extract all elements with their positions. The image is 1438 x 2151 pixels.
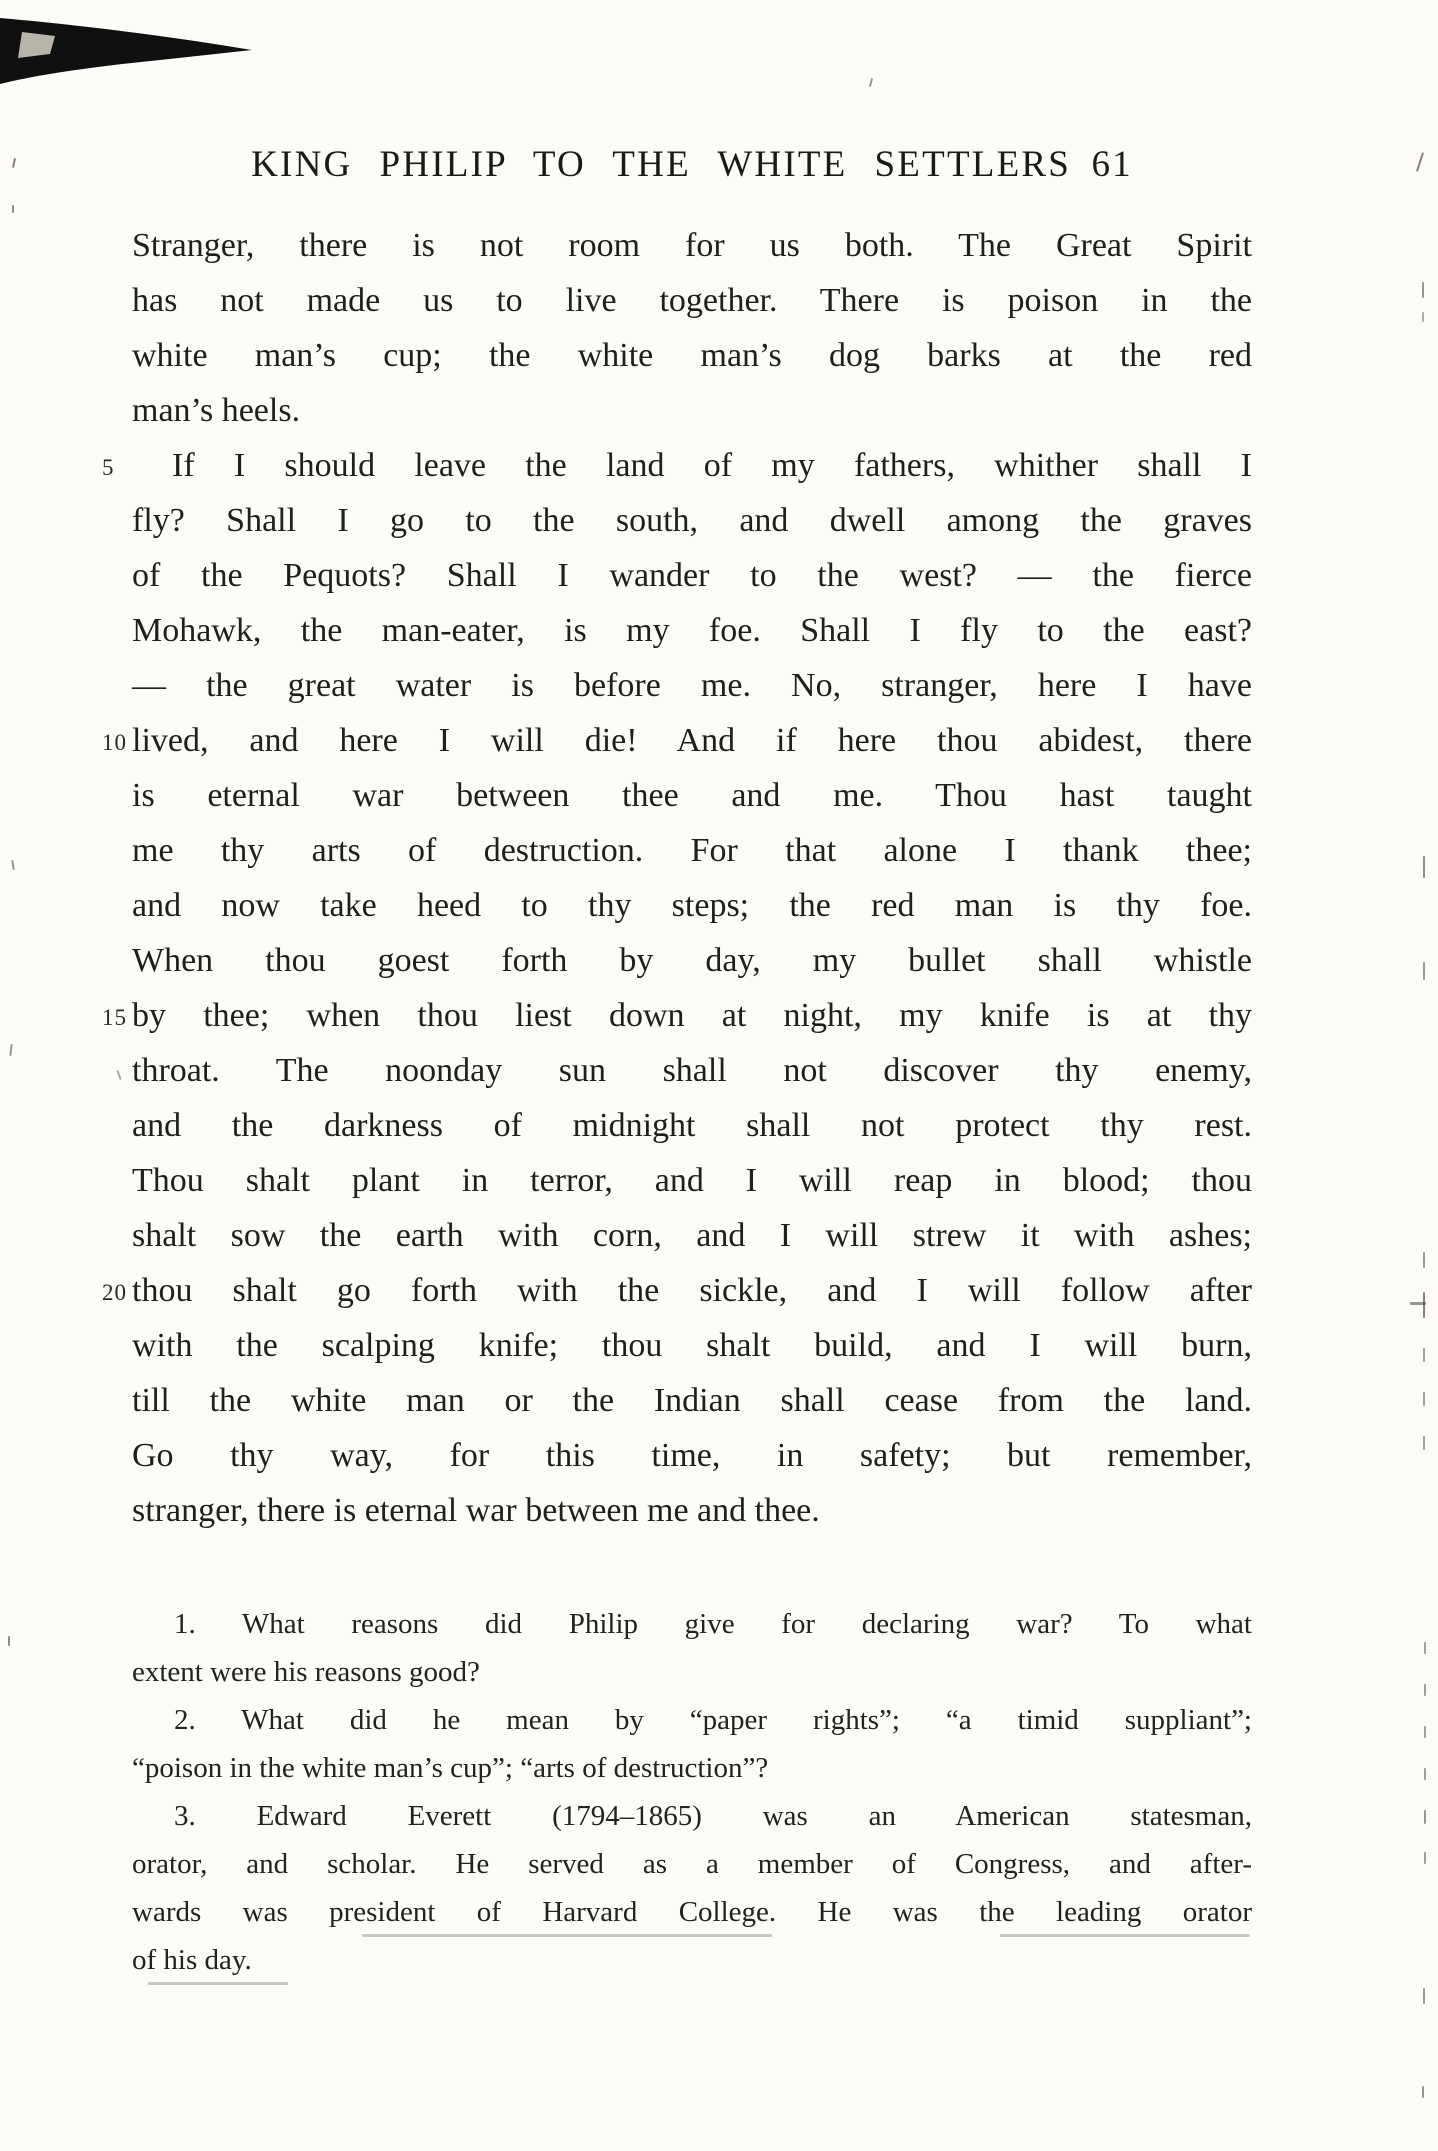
- scan-artifact: [8, 1636, 10, 1646]
- text-line: — the great water is before me. No, stranger, here I have: [132, 667, 1252, 704]
- line-number: 10: [102, 730, 127, 755]
- scan-artifact: [1422, 282, 1424, 298]
- scan-artifact: [1424, 1810, 1426, 1824]
- text-line: wards was president of Harvard College. He was the leading orator: [132, 1896, 1252, 1928]
- scan-artifact: [1416, 152, 1424, 172]
- text-line: has not made us to live together. There is poison in the: [132, 282, 1252, 319]
- text-line: fly? Shall I go to the south, and dwell among the graves: [132, 502, 1252, 539]
- scan-artifact: [12, 205, 14, 213]
- text-line: 5 If I should leave the land of my fathers, whither shall I: [102, 447, 1252, 484]
- text-line: man’s heels.: [132, 392, 301, 429]
- scan-artifact: [1424, 1642, 1426, 1654]
- scan-artifact: [1422, 312, 1424, 322]
- text-line: 1. What reasons did Philip give for declaring war? To what: [174, 1608, 1252, 1640]
- text-line: till the white man or the Indian shall cease from the land.: [132, 1382, 1252, 1419]
- text-line: When thou goest forth by day, my bullet shall whistle: [132, 942, 1252, 979]
- scan-artifact: [1424, 1768, 1426, 1780]
- scan-artifact-underline: [362, 1934, 772, 1937]
- text-line: orator, and scholar. He served as a member of Congress, and after-: [132, 1848, 1252, 1880]
- scan-artifact: [1423, 856, 1425, 878]
- text-line: shalt sow the earth with corn, and I will strew it with ashes;: [132, 1217, 1252, 1254]
- text-line: Mohawk, the man-eater, is my foe. Shall I fly to the east?: [132, 612, 1252, 649]
- text-line: 10 lived, and here I will die! And if here thou abidest, there: [102, 722, 1252, 759]
- scan-artifact: [1424, 1684, 1426, 1696]
- text-line: “poison in the white man’s cup”; “arts of destruction”?: [132, 1752, 769, 1784]
- scan-artifact: [1424, 1852, 1426, 1864]
- scan-artifact: [1423, 1988, 1425, 2004]
- scan-artifact: [116, 1070, 121, 1080]
- line-number: 5: [102, 455, 115, 480]
- running-header: [132, 140, 1252, 190]
- scan-artifact: [11, 860, 14, 870]
- scan-artifact: [12, 158, 16, 168]
- scan-artifact: [1422, 2086, 1424, 2098]
- scan-artifact: [869, 78, 873, 87]
- scan-artifact: [1423, 1252, 1425, 1268]
- line-number: 15: [102, 1005, 127, 1030]
- text-line: Go thy way, for this time, in safety; but remember,: [132, 1437, 1252, 1474]
- text-line: and the darkness of midnight shall not protect thy rest.: [132, 1107, 1252, 1144]
- scan-artifact-corner: [0, 8, 260, 93]
- text-line: Thou shalt plant in terror, and I will reap in blood; thou: [132, 1162, 1252, 1199]
- scan-artifact: [1423, 962, 1425, 980]
- text-line: and now take heed to thy steps; the red man is thy foe.: [132, 887, 1252, 924]
- scan-artifact: [1423, 1436, 1425, 1450]
- text-line: Stranger, there is not room for us both. The Great Spirit: [132, 227, 1252, 264]
- text-column: [102, 140, 1252, 1984]
- text-line: with the scalping knife; thou shalt build, and I will burn,: [132, 1327, 1252, 1364]
- line-number: 20: [102, 1280, 127, 1305]
- chapter-title: KING PHILIP TO THE WHITE SETTLERS: [251, 144, 1072, 185]
- scan-artifact: [1424, 1726, 1426, 1738]
- text-line: is eternal war between thee and me. Thou hast taught: [132, 777, 1252, 814]
- page-number: 61: [1091, 144, 1133, 185]
- text-line: 20 thou shalt go forth with the sickle, and I will follow after: [102, 1272, 1252, 1309]
- scan-artifact-underline: [1000, 1934, 1250, 1937]
- text-line: me thy arts of destruction. For that alone I thank thee;: [132, 832, 1252, 869]
- scan-artifact-underline: [148, 1982, 288, 1985]
- text-line: 3. Edward Everett (1794–1865) was an American statesman,: [174, 1800, 1252, 1832]
- text-line: of his day.: [132, 1944, 252, 1976]
- text-line: stranger, there is eternal war between me and thee.: [132, 1492, 820, 1529]
- scan-artifact: [9, 1044, 12, 1056]
- text-line: throat. The noonday sun shall not discover thy enemy,: [132, 1052, 1252, 1089]
- text-line: of the Pequots? Shall I wander to the west? — the fierce: [132, 557, 1252, 594]
- text-line: extent were his reasons good?: [132, 1656, 480, 1688]
- footnotes: [132, 1600, 1252, 1984]
- scan-artifact: [1410, 1302, 1426, 1305]
- body-text: [102, 218, 1252, 1538]
- text-line: 15 by thee; when thou liest down at night, my knife is at thy: [102, 997, 1252, 1034]
- scan-artifact: [1423, 1392, 1425, 1406]
- text-line: white man’s cup; the white man’s dog barks at the red: [132, 337, 1252, 374]
- scan-artifact: [1423, 1348, 1425, 1362]
- text-line: 2. What did he mean by “paper rights”; “a timid suppliant”;: [174, 1704, 1252, 1736]
- scan-artifact: [1423, 1292, 1425, 1318]
